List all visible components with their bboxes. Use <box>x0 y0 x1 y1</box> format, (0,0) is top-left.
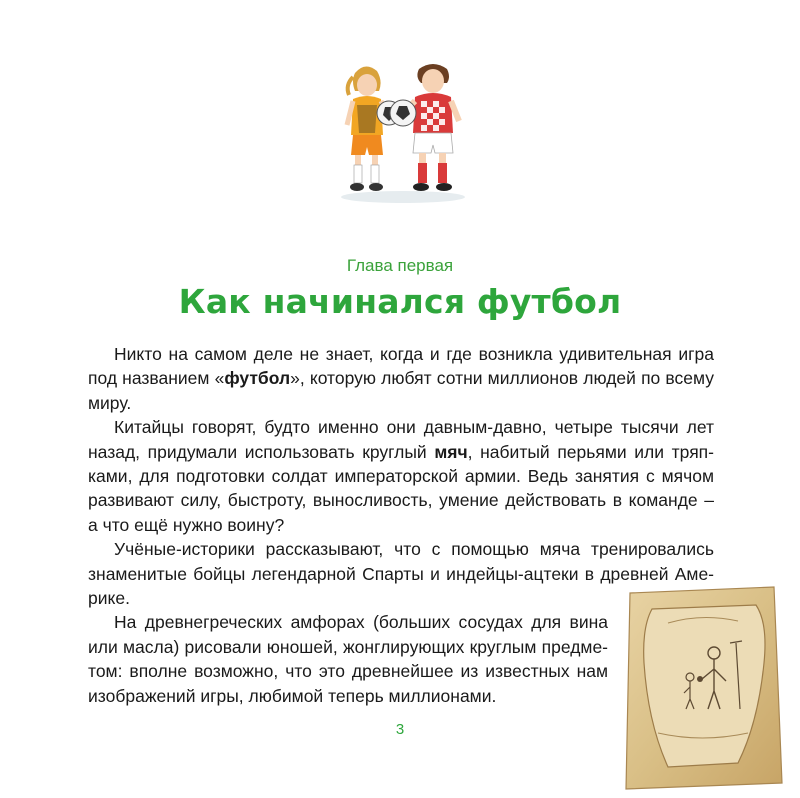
paragraph: На древнегреческих амфорах (больших сосудах для вина или масла) рисовали юношей, жонглирующих круглым предметом: вполне возможно, что это древнейшее из известных нам изображений игры, любимой теперь миллионами. <box>88 612 608 706</box>
paragraph <box>88 342 714 415</box>
paragraph <box>88 415 714 537</box>
bold-term: футбол <box>224 368 291 389</box>
page-number: 3 <box>395 721 405 738</box>
ancient-relief-illustration <box>618 583 786 795</box>
paragraph-text: , набитый перьями или тряпками, для подготовки солдат императорской армии. Ведь занятия с мячом развивают силу, быстроту, выносливость, умение действовать в команде – а что ещё нужно воину? <box>88 441 714 535</box>
bold-term: мяч <box>434 441 468 462</box>
paragraph-text: Никто на самом деле не знает, когда и где возникла удивительная игра под названием « <box>88 344 714 389</box>
paragraph-text: », которую любят сотни миллионов людей по всему миру. <box>88 368 714 413</box>
paragraph-text: Китайцы говорят, будто именно они давным-давно, четыре тысячи лет назад, придумали использовать круглый <box>88 417 714 462</box>
chapter-label: Глава первая <box>346 256 454 275</box>
children-with-balls-illustration <box>325 55 480 210</box>
paragraph: Учёные-историки рассказывают, что с помощью мяча тренировались знаменитые бойцы легендарной Спарты и индейцы-ацтеки в древней Америке. <box>88 539 714 609</box>
boy-figure <box>405 64 459 191</box>
chapter-title: Как начинался футбол <box>178 282 622 321</box>
girl-figure <box>347 66 389 191</box>
